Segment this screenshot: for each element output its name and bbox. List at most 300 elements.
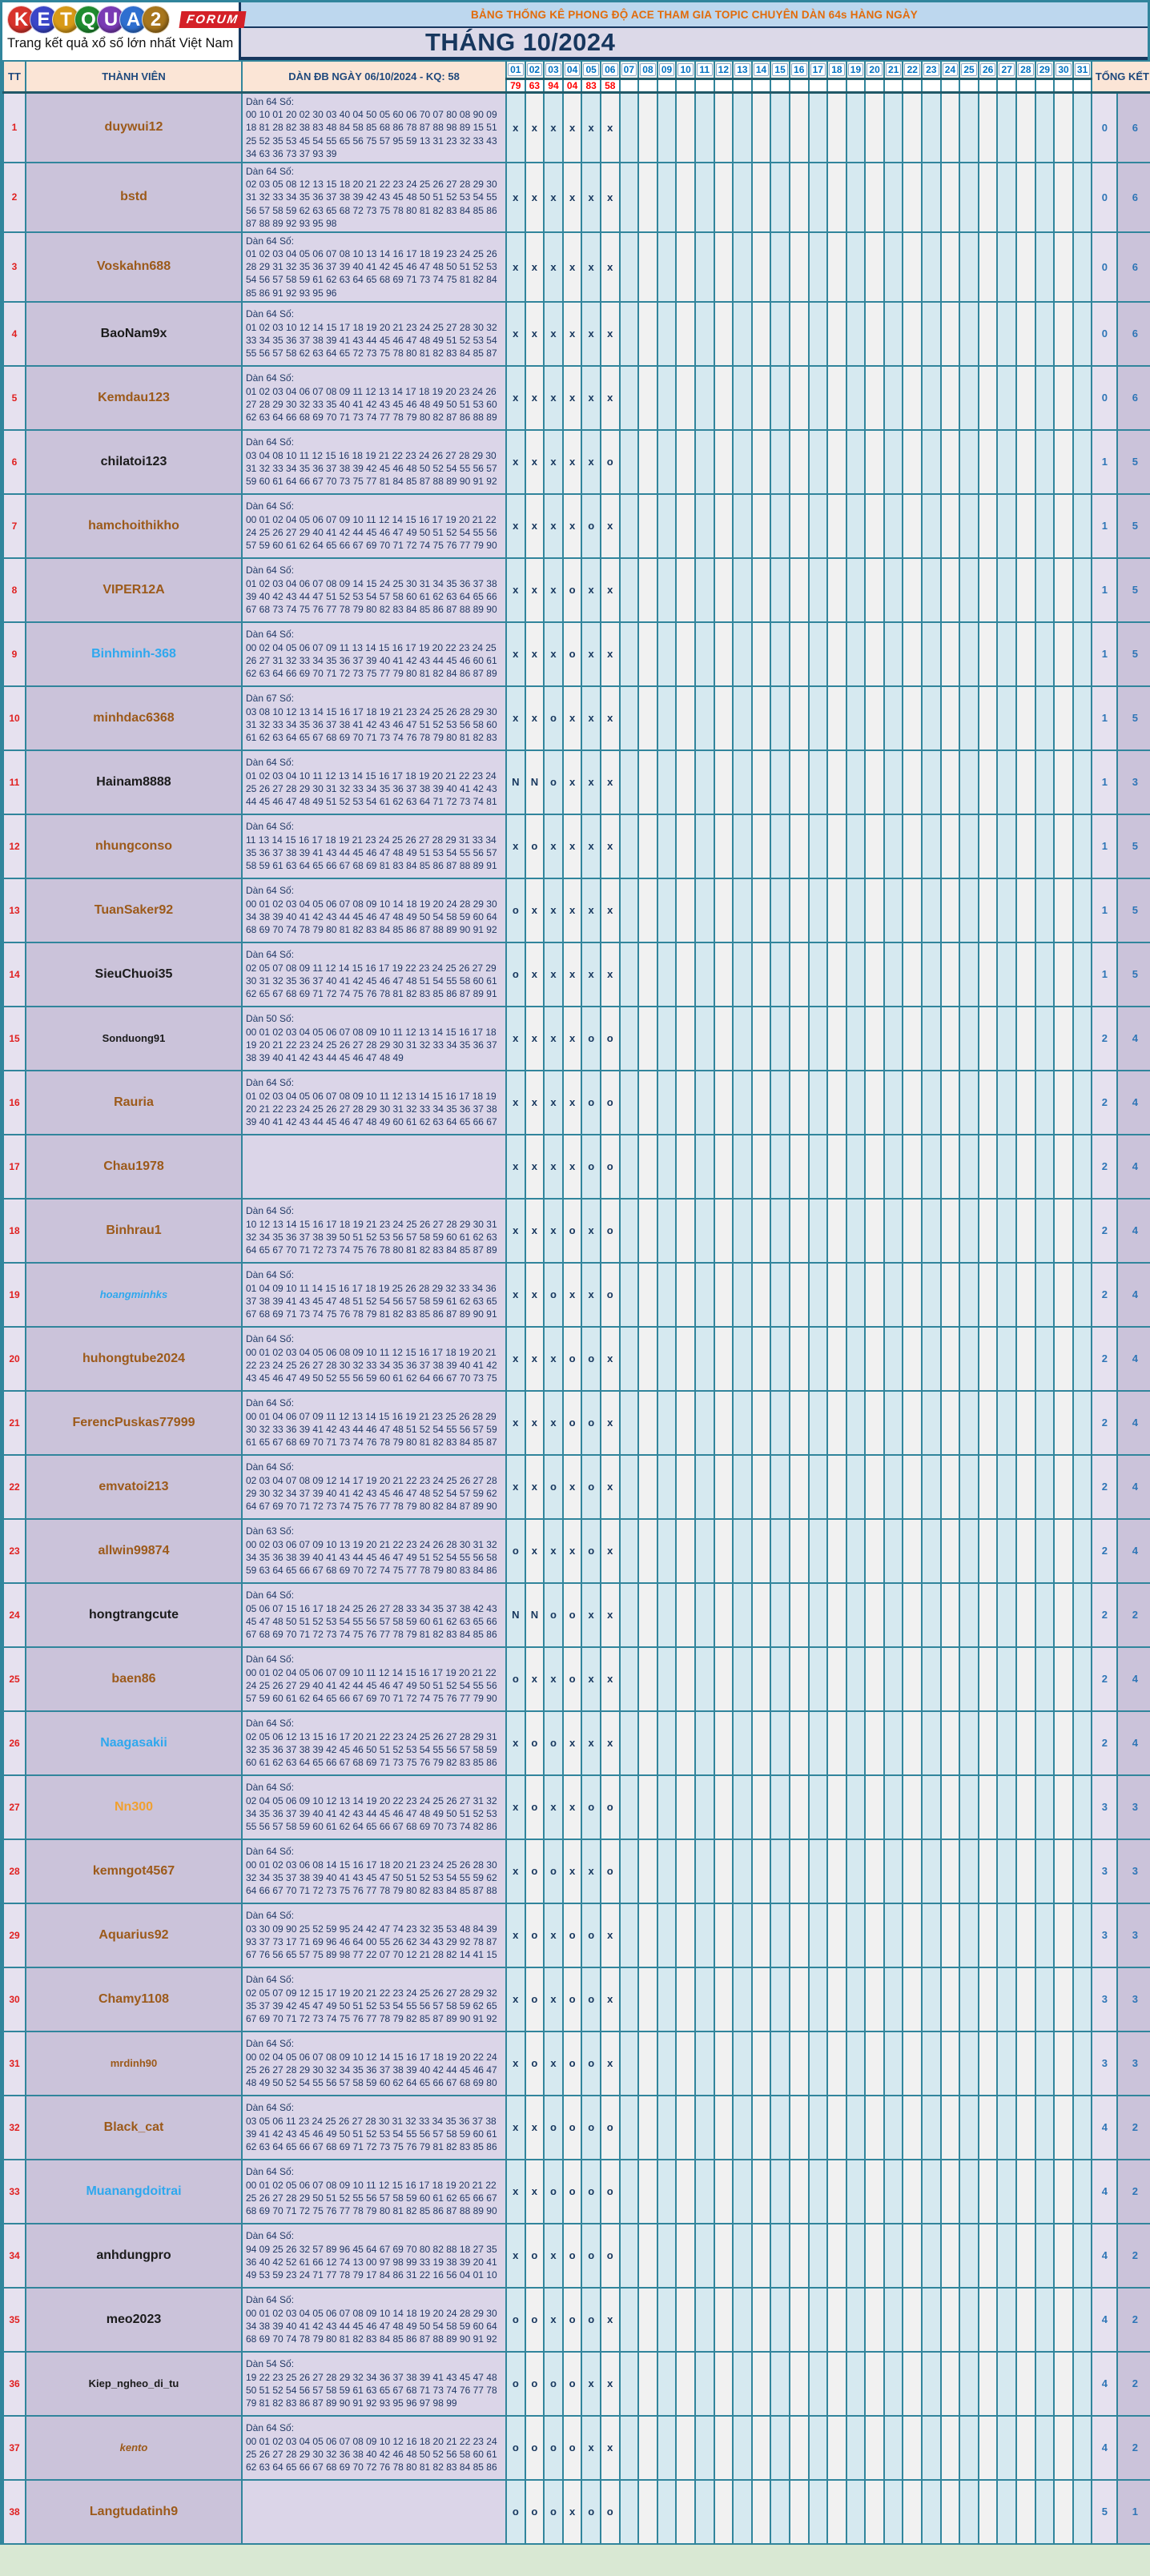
day-mark-cell bbox=[770, 366, 790, 430]
day-mark-cell bbox=[770, 1711, 790, 1775]
dan-numbers-line: 00 02 04 05 06 07 08 09 10 12 14 15 16 17 18 19 20 22 24 bbox=[246, 2051, 497, 2063]
day-mark-cell bbox=[638, 1519, 657, 1583]
member-rank: 32 bbox=[3, 2096, 26, 2160]
day-mark-cell bbox=[657, 1007, 677, 1071]
day-mark-cell bbox=[790, 2224, 809, 2288]
day-mark-cell bbox=[809, 1391, 828, 1455]
day-mark-cell bbox=[979, 814, 998, 878]
dan-numbers-line: 68 69 70 74 78 79 80 81 82 83 84 85 86 87 88 89 90 91 92 bbox=[246, 924, 497, 935]
day-mark-cell bbox=[827, 302, 846, 366]
day-mark-cell bbox=[884, 558, 903, 622]
day-mark-cell bbox=[846, 1007, 866, 1071]
member-name: allwin99874 bbox=[98, 1543, 170, 1557]
day-mark-cell bbox=[941, 2352, 960, 2416]
day-mark-cell bbox=[809, 1327, 828, 1391]
logo-letter: Q bbox=[74, 6, 103, 34]
day-mark-cell bbox=[790, 1007, 809, 1071]
day-mark-cell bbox=[620, 942, 639, 1007]
day-number: 19 bbox=[848, 63, 864, 76]
day-mark-cell bbox=[903, 1903, 922, 1967]
day-mark-cell bbox=[638, 558, 657, 622]
day-mark-cell bbox=[1035, 1007, 1055, 1071]
dan-numbers-line: 03 04 08 10 11 12 15 16 18 19 21 22 23 24 26 27 28 29 30 bbox=[246, 449, 497, 461]
member-row bbox=[3, 750, 1150, 814]
day-mark-cell: x bbox=[581, 1711, 601, 1775]
day-mark-cell bbox=[1016, 1391, 1035, 1455]
day-mark-cell bbox=[997, 232, 1016, 302]
member-numbers-cell bbox=[242, 1455, 506, 1519]
total-hit: 3 bbox=[1117, 2031, 1150, 2096]
day-mark-cell bbox=[752, 1967, 771, 2031]
total-hit: 3 bbox=[1117, 1775, 1150, 1839]
day-mark-cell bbox=[1035, 1135, 1055, 1199]
day-mark-cell: o bbox=[506, 2416, 525, 2480]
day-mark-cell: x bbox=[581, 1583, 601, 1647]
day-mark-cell: o bbox=[563, 2352, 582, 2416]
day-mark-cell: o bbox=[563, 1327, 582, 1391]
member-numbers-cell bbox=[242, 232, 506, 302]
day-mark-cell bbox=[752, 2416, 771, 2480]
day-mark-cell bbox=[979, 686, 998, 750]
day-mark-cell bbox=[809, 2288, 828, 2352]
day-mark-cell bbox=[790, 1967, 809, 2031]
dan-label: Dàn 64 Số: bbox=[246, 629, 295, 641]
total-hit: 3 bbox=[1117, 1903, 1150, 1967]
board-title: BẢNG THỐNG KÊ PHONG ĐỘ ACE THAM GIA TOPIC CHUYÊN DÀN 64s HÀNG NGÀY bbox=[471, 8, 918, 21]
day-mark-cell bbox=[638, 232, 657, 302]
day-mark-cell: x bbox=[601, 2288, 620, 2352]
total-hit: 6 bbox=[1117, 232, 1150, 302]
day-mark-cell bbox=[695, 1583, 714, 1647]
day-mark-cell bbox=[790, 2160, 809, 2224]
day-mark-cell bbox=[1073, 878, 1092, 942]
day-mark-cell bbox=[676, 622, 695, 686]
day-mark-cell bbox=[752, 2160, 771, 2224]
day-mark-cell bbox=[884, 302, 903, 366]
day-mark-cell bbox=[846, 2416, 866, 2480]
day-mark-cell bbox=[884, 1647, 903, 1711]
day-mark-cell bbox=[827, 622, 846, 686]
day-mark-cell bbox=[941, 942, 960, 1007]
day-mark-cell bbox=[752, 750, 771, 814]
day-mark-cell bbox=[922, 1007, 941, 1071]
day-mark-cell bbox=[1054, 366, 1073, 430]
dan-label: Dàn 67 Số: bbox=[246, 693, 295, 705]
day-mark-cell bbox=[959, 1327, 979, 1391]
day-mark-cell bbox=[676, 1007, 695, 1071]
day-mark-cell bbox=[657, 1391, 677, 1455]
day-mark-cell bbox=[941, 366, 960, 430]
day-mark-cell bbox=[1016, 1199, 1035, 1263]
day-mark-cell bbox=[884, 1071, 903, 1135]
day-mark-cell bbox=[865, 2224, 884, 2288]
day-mark-cell bbox=[959, 2352, 979, 2416]
member-name: kemngot4567 bbox=[92, 1863, 175, 1878]
day-mark-cell: o bbox=[506, 2352, 525, 2416]
day-mark-cell bbox=[865, 2480, 884, 2544]
day-mark-cell bbox=[1035, 163, 1055, 232]
dan-numbers-line: 38 39 40 41 42 43 44 45 46 47 48 49 bbox=[246, 1052, 404, 1063]
day-mark-cell: x bbox=[601, 622, 620, 686]
day-mark-cell bbox=[638, 1647, 657, 1711]
day-mark-cell: o bbox=[525, 2352, 545, 2416]
col-header-day bbox=[714, 61, 734, 79]
dan-numbers-line: 00 01 02 03 06 08 14 15 16 17 18 20 21 23 24 25 26 28 30 bbox=[246, 1859, 497, 1871]
member-name: anhdungpro bbox=[96, 2248, 171, 2262]
day-mark-cell bbox=[941, 1775, 960, 1839]
total-miss: 2 bbox=[1092, 1647, 1117, 1711]
day-mark-cell bbox=[752, 1455, 771, 1519]
day-result bbox=[733, 79, 752, 93]
day-mark-cell: o bbox=[601, 1071, 620, 1135]
member-name: FerencPuskas77999 bbox=[72, 1415, 195, 1429]
member-name: Naagasakii bbox=[100, 1735, 167, 1750]
day-mark-cell bbox=[922, 1967, 941, 2031]
total-hit: 2 bbox=[1117, 2160, 1150, 2224]
day-mark-cell bbox=[1073, 2288, 1092, 2352]
day-mark-cell bbox=[714, 1583, 734, 1647]
day-mark-cell bbox=[1054, 878, 1073, 942]
day-mark-cell: x bbox=[506, 558, 525, 622]
day-mark-cell bbox=[638, 1839, 657, 1903]
day-mark-cell bbox=[620, 1327, 639, 1391]
stats-table bbox=[2, 60, 1150, 2545]
day-mark-cell: x bbox=[525, 1455, 545, 1519]
day-mark-cell bbox=[714, 1263, 734, 1327]
day-mark-cell bbox=[790, 93, 809, 163]
member-name-cell bbox=[26, 1647, 242, 1711]
day-mark-cell bbox=[638, 366, 657, 430]
day-mark-cell bbox=[922, 686, 941, 750]
member-rank: 36 bbox=[3, 2352, 26, 2416]
day-mark-cell: x bbox=[525, 494, 545, 558]
dan-label: Dàn 64 Số: bbox=[246, 235, 295, 247]
day-mark-cell bbox=[733, 1263, 752, 1327]
day-mark-cell: x bbox=[563, 1839, 582, 1903]
day-mark-cell bbox=[1016, 2224, 1035, 2288]
member-rank: 12 bbox=[3, 814, 26, 878]
day-mark-cell bbox=[997, 494, 1016, 558]
day-mark-cell bbox=[620, 1007, 639, 1071]
day-number: 11 bbox=[697, 63, 713, 76]
day-mark-cell bbox=[676, 93, 695, 163]
day-mark-cell bbox=[903, 2352, 922, 2416]
day-mark-cell bbox=[809, 1007, 828, 1071]
day-mark-cell bbox=[903, 1775, 922, 1839]
day-mark-cell bbox=[1054, 2031, 1073, 2096]
member-name: Hainam8888 bbox=[96, 774, 171, 789]
member-numbers-cell bbox=[242, 2096, 506, 2160]
total-miss: 0 bbox=[1092, 163, 1117, 232]
day-mark-cell bbox=[1035, 2416, 1055, 2480]
member-row bbox=[3, 2352, 1150, 2416]
day-mark-cell bbox=[1073, 1967, 1092, 2031]
member-name-cell bbox=[26, 1583, 242, 1647]
day-mark-cell bbox=[997, 2352, 1016, 2416]
day-mark-cell: x bbox=[601, 750, 620, 814]
day-mark-cell bbox=[1016, 1327, 1035, 1391]
col-header-day bbox=[620, 61, 639, 79]
day-mark-cell bbox=[790, 2352, 809, 2416]
day-mark-cell bbox=[1016, 494, 1035, 558]
day-mark-cell bbox=[770, 2352, 790, 2416]
dan-numbers-line: 26 27 31 32 33 34 35 36 37 39 40 41 42 43 44 45 46 60 61 bbox=[246, 654, 497, 666]
day-mark-cell bbox=[1035, 1327, 1055, 1391]
day-mark-cell bbox=[695, 1775, 714, 1839]
day-mark-cell bbox=[827, 1967, 846, 2031]
day-mark-cell bbox=[903, 494, 922, 558]
day-mark-cell bbox=[657, 2416, 677, 2480]
day-mark-cell: x bbox=[563, 302, 582, 366]
day-mark-cell bbox=[941, 1135, 960, 1199]
day-mark-cell bbox=[979, 1519, 998, 1583]
day-mark-cell bbox=[1073, 1839, 1092, 1903]
day-mark-cell bbox=[1035, 1071, 1055, 1135]
dan-numbers-line: 55 56 57 58 59 60 61 62 64 65 66 67 68 69 70 73 74 82 86 bbox=[246, 1821, 497, 1832]
day-mark-cell bbox=[941, 878, 960, 942]
day-mark-cell bbox=[638, 1967, 657, 2031]
member-rank: 38 bbox=[3, 2480, 26, 2544]
day-mark-cell: x bbox=[544, 93, 563, 163]
day-mark-cell bbox=[638, 430, 657, 494]
day-mark-cell: x bbox=[525, 1327, 545, 1391]
member-name-cell bbox=[26, 2160, 242, 2224]
day-mark-cell bbox=[638, 942, 657, 1007]
col-header-day bbox=[846, 61, 866, 79]
day-mark-cell bbox=[865, 750, 884, 814]
day-result bbox=[827, 79, 846, 93]
day-mark-cell bbox=[1054, 232, 1073, 302]
dan-numbers-line: 25 26 27 28 29 30 32 36 38 40 42 46 48 50 52 56 58 60 61 bbox=[246, 2448, 497, 2460]
day-mark-cell bbox=[1073, 1711, 1092, 1775]
day-mark-cell: x bbox=[563, 686, 582, 750]
day-mark-cell bbox=[638, 686, 657, 750]
day-mark-cell bbox=[903, 302, 922, 366]
day-mark-cell bbox=[959, 2288, 979, 2352]
dan-numbers-line: 00 02 04 05 06 07 09 11 13 14 15 16 17 19 20 22 23 24 25 bbox=[246, 641, 497, 653]
member-name-cell bbox=[26, 163, 242, 232]
day-mark-cell: x bbox=[525, 430, 545, 494]
day-mark-cell bbox=[676, 494, 695, 558]
day-mark-cell bbox=[790, 366, 809, 430]
day-mark-cell bbox=[770, 1903, 790, 1967]
member-row bbox=[3, 2416, 1150, 2480]
col-header-day bbox=[1035, 61, 1055, 79]
day-mark-cell bbox=[1035, 2288, 1055, 2352]
day-mark-cell: o bbox=[563, 2288, 582, 2352]
day-mark-cell: x bbox=[525, 878, 545, 942]
day-mark-cell bbox=[676, 1455, 695, 1519]
day-mark-cell bbox=[997, 1263, 1016, 1327]
day-mark-cell bbox=[695, 1647, 714, 1711]
day-mark-cell: x bbox=[581, 622, 601, 686]
member-row bbox=[3, 430, 1150, 494]
day-mark-cell bbox=[846, 1135, 866, 1199]
day-mark-cell bbox=[1054, 163, 1073, 232]
member-rank: 28 bbox=[3, 1839, 26, 1903]
dan-numbers-line: 30 32 33 36 39 41 42 43 44 46 47 48 51 52 54 55 56 57 59 bbox=[246, 1423, 497, 1435]
day-mark-cell bbox=[676, 558, 695, 622]
col-header-day bbox=[865, 61, 884, 79]
day-mark-cell bbox=[827, 1519, 846, 1583]
member-numbers-cell bbox=[242, 622, 506, 686]
total-miss: 0 bbox=[1092, 302, 1117, 366]
day-mark-cell bbox=[941, 1391, 960, 1455]
day-mark-cell bbox=[752, 622, 771, 686]
dan-numbers-line: 64 66 67 70 71 72 73 75 76 77 78 79 80 82 83 84 85 87 88 bbox=[246, 1885, 497, 1896]
day-mark-cell bbox=[1016, 2416, 1035, 2480]
day-mark-cell bbox=[790, 1583, 809, 1647]
day-mark-cell bbox=[1073, 2416, 1092, 2480]
day-mark-cell bbox=[903, 942, 922, 1007]
dan-label: Dàn 64 Số: bbox=[246, 565, 295, 577]
total-hit: 4 bbox=[1117, 1391, 1150, 1455]
day-mark-cell bbox=[676, 163, 695, 232]
day-mark-cell: o bbox=[563, 2416, 582, 2480]
day-mark-cell bbox=[1016, 1519, 1035, 1583]
dan-numbers-line: 57 59 60 61 62 64 65 66 67 69 70 71 72 74 75 76 77 79 90 bbox=[246, 1693, 497, 1704]
member-numbers-cell bbox=[242, 750, 506, 814]
day-mark-cell bbox=[657, 2352, 677, 2416]
day-mark-cell bbox=[1073, 814, 1092, 878]
day-mark-cell bbox=[1073, 1199, 1092, 1263]
day-mark-cell bbox=[733, 1903, 752, 1967]
member-row bbox=[3, 1135, 1150, 1199]
day-mark-cell bbox=[752, 163, 771, 232]
day-mark-cell: o bbox=[581, 1327, 601, 1391]
member-row bbox=[3, 494, 1150, 558]
day-mark-cell bbox=[1035, 1519, 1055, 1583]
day-mark-cell bbox=[657, 1647, 677, 1711]
member-rank: 14 bbox=[3, 942, 26, 1007]
col-header-day bbox=[884, 61, 903, 79]
day-mark-cell bbox=[922, 878, 941, 942]
day-mark-cell bbox=[865, 366, 884, 430]
day-mark-cell bbox=[979, 558, 998, 622]
day-mark-cell bbox=[620, 686, 639, 750]
day-mark-cell bbox=[695, 2352, 714, 2416]
day-mark-cell bbox=[846, 558, 866, 622]
day-number: 01 bbox=[508, 63, 524, 76]
day-mark-cell: x bbox=[601, 1455, 620, 1519]
day-mark-cell bbox=[620, 2480, 639, 2544]
day-mark-cell bbox=[695, 366, 714, 430]
day-mark-cell bbox=[657, 1263, 677, 1327]
member-name: bstd bbox=[120, 190, 147, 204]
day-mark-cell bbox=[865, 430, 884, 494]
day-mark-cell bbox=[922, 494, 941, 558]
dan-numbers-line: 55 56 57 58 62 63 64 65 72 73 75 78 80 81 82 83 84 85 87 bbox=[246, 348, 497, 359]
day-mark-cell bbox=[941, 1199, 960, 1263]
day-mark-cell: o bbox=[601, 1839, 620, 1903]
day-mark-cell bbox=[997, 1711, 1016, 1775]
day-mark-cell: o bbox=[544, 2160, 563, 2224]
day-mark-cell: o bbox=[525, 1711, 545, 1775]
dan-numbers-line: 32 34 35 36 37 38 39 50 51 52 53 56 57 58 59 60 61 62 63 bbox=[246, 1231, 497, 1243]
member-name-cell bbox=[26, 1327, 242, 1391]
board-title-band bbox=[241, 2, 1148, 28]
day-mark-cell bbox=[997, 686, 1016, 750]
day-mark-cell: N bbox=[506, 1583, 525, 1647]
dan-numbers-line: 43 45 46 47 49 50 52 55 56 59 60 61 62 64 66 67 70 73 75 bbox=[246, 1372, 497, 1384]
day-mark-cell: x bbox=[581, 750, 601, 814]
dan-label: Dàn 64 Số: bbox=[246, 2230, 295, 2242]
day-mark-cell bbox=[733, 750, 752, 814]
dan-numbers-line: 02 04 05 06 09 10 12 13 14 19 20 22 23 24 25 26 27 31 32 bbox=[246, 1794, 497, 1806]
dan-numbers-line: 67 68 69 71 73 74 75 76 78 79 81 82 83 85 86 87 89 90 91 bbox=[246, 1308, 497, 1320]
day-mark-cell bbox=[733, 1071, 752, 1135]
day-mark-cell bbox=[752, 942, 771, 1007]
member-rank: 37 bbox=[3, 2416, 26, 2480]
day-mark-cell bbox=[676, 2352, 695, 2416]
day-mark-cell bbox=[941, 2288, 960, 2352]
day-mark-cell bbox=[714, 2416, 734, 2480]
member-name: duywui12 bbox=[104, 120, 163, 135]
day-mark-cell bbox=[620, 232, 639, 302]
member-name: Rauria bbox=[114, 1095, 154, 1109]
day-mark-cell bbox=[714, 93, 734, 163]
member-name-cell bbox=[26, 232, 242, 302]
dan-numbers-line: 31 32 33 34 35 36 37 38 39 42 45 46 48 50 52 54 55 56 57 bbox=[246, 462, 497, 474]
day-mark-cell bbox=[1016, 430, 1035, 494]
day-mark-cell bbox=[638, 2160, 657, 2224]
member-name: hongtrangcute bbox=[89, 1607, 179, 1622]
dan-numbers-line: 02 05 07 09 12 15 17 19 20 21 22 23 24 25 26 27 28 29 32 bbox=[246, 1987, 497, 1999]
day-mark-cell: x bbox=[525, 1647, 545, 1711]
member-name-cell bbox=[26, 366, 242, 430]
day-mark-cell bbox=[997, 366, 1016, 430]
day-mark-cell: x bbox=[544, 430, 563, 494]
member-name-cell bbox=[26, 1519, 242, 1583]
dan-numbers-line: 00 01 02 04 05 06 07 09 10 11 12 14 15 16 17 19 20 21 22 bbox=[246, 1666, 497, 1678]
day-mark-cell: x bbox=[563, 163, 582, 232]
day-mark-cell bbox=[997, 1455, 1016, 1519]
col-header-day bbox=[903, 61, 922, 79]
day-mark-cell bbox=[884, 2352, 903, 2416]
day-mark-cell bbox=[770, 2416, 790, 2480]
day-mark-cell bbox=[959, 163, 979, 232]
day-mark-cell bbox=[1073, 1007, 1092, 1071]
day-number: 30 bbox=[1056, 63, 1072, 76]
dan-numbers-line: 34 38 39 40 41 42 43 44 45 46 47 48 49 50 54 58 59 60 64 bbox=[246, 2320, 497, 2332]
day-mark-cell bbox=[959, 1647, 979, 1711]
day-mark-cell bbox=[657, 750, 677, 814]
total-hit: 6 bbox=[1117, 302, 1150, 366]
day-mark-cell: o bbox=[544, 2096, 563, 2160]
day-mark-cell bbox=[733, 1839, 752, 1903]
total-hit: 1 bbox=[1117, 2480, 1150, 2544]
day-mark-cell bbox=[1054, 1711, 1073, 1775]
day-mark-cell: o bbox=[563, 1967, 582, 2031]
day-mark-cell: x bbox=[544, 366, 563, 430]
member-numbers-cell bbox=[242, 1519, 506, 1583]
day-mark-cell bbox=[1054, 494, 1073, 558]
day-mark-cell bbox=[714, 1903, 734, 1967]
day-mark-cell bbox=[884, 1327, 903, 1391]
day-mark-cell bbox=[809, 1967, 828, 2031]
day-mark-cell bbox=[676, 1775, 695, 1839]
member-rank: 17 bbox=[3, 1135, 26, 1199]
day-mark-cell bbox=[997, 430, 1016, 494]
day-mark-cell bbox=[620, 1199, 639, 1263]
day-mark-cell: o bbox=[563, 2160, 582, 2224]
day-mark-cell bbox=[959, 494, 979, 558]
dan-label: Dàn 64 Số: bbox=[246, 757, 295, 769]
day-mark-cell bbox=[884, 1903, 903, 1967]
day-mark-cell bbox=[676, 1327, 695, 1391]
day-mark-cell bbox=[979, 366, 998, 430]
member-name: Chau1978 bbox=[103, 1159, 164, 1173]
